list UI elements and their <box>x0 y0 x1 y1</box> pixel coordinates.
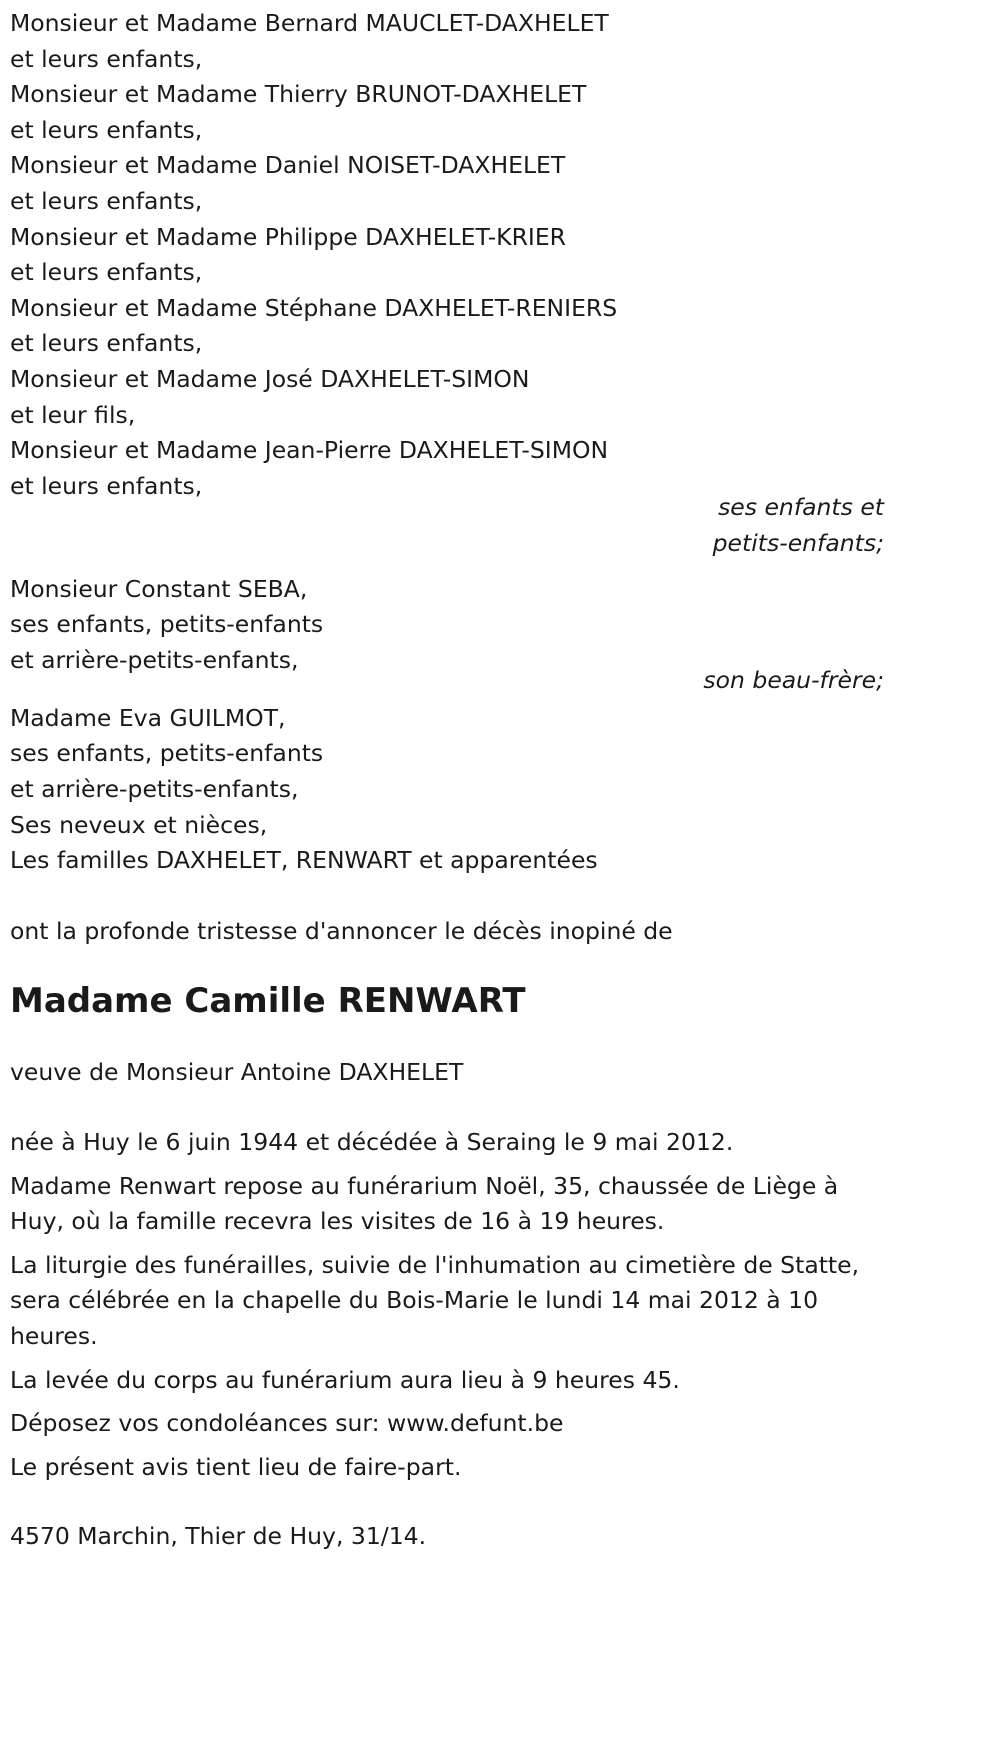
family-line: et leurs enfants, <box>10 186 203 215</box>
birth-death-text: née à Huy le 6 juin 1944 et décédée à Seraing le 9 mai 2012. <box>10 1128 734 1157</box>
family-line: Madame Eva GUILMOT, <box>10 703 286 732</box>
family-line: Monsieur et Madame Bernard MAUCLET-DAXHELET <box>10 9 609 37</box>
family-line: Monsieur et Madame Philippe DAXHELET-KRIER <box>10 222 567 251</box>
family-line: et arrière-petits-enfants, <box>10 645 299 674</box>
family-line: et leurs enfants, <box>10 329 203 358</box>
liturgy-text: La liturgie des funérailles, suivie de l'inhumation au cimetière de Statte, sera célébrée en la chapelle du Bois-Marie le lundi 14 mai 2012 à 10 heures. <box>10 1250 860 1350</box>
family-line: et leur fils, <box>10 400 136 429</box>
relation-note-brother-in-law: son beau-frère; <box>703 666 884 695</box>
family-line: Monsieur et Madame Jean-Pierre DAXHELET-SIMON <box>10 436 609 465</box>
family-line: Ses neveux et nièces, <box>10 810 268 839</box>
family-line: et leurs enfants, <box>10 44 203 73</box>
obituary-content <box>10 6 884 1555</box>
levee-text: La levée du corps au funérarium aura lieu à 9 heures 45. <box>10 1365 680 1394</box>
relation-note-line: ses enfants et <box>718 493 884 522</box>
address-text: 4570 Marchin, Thier de Huy, 31/14. <box>10 1522 427 1551</box>
deceased-name: Madame Camille RENWART <box>10 981 526 1022</box>
family-group-3 <box>10 701 884 879</box>
family-line: Monsieur Constant SEBA, <box>10 574 308 603</box>
family-line: Monsieur et Madame Stéphane DAXHELET-RENIERS <box>10 293 618 322</box>
family-line: et arrière-petits-enfants, <box>10 775 299 804</box>
condolences-text: Déposez vos condoléances sur: www.defunt.be <box>10 1409 564 1438</box>
family-line: Monsieur et Madame Daniel NOISET-DAXHELET <box>10 151 566 180</box>
family-line: ses enfants, petits-enfants <box>10 739 324 768</box>
family-line: Monsieur et Madame Thierry BRUNOT-DAXHELET <box>10 80 587 109</box>
relation-note-line: petits-enfants; <box>712 528 884 557</box>
announcement-text: ont la profonde tristesse d'annoncer le décès inopiné de <box>10 916 673 945</box>
visitation-text: Madame Renwart repose au funérarium Noël, 35, chaussée de Liège à Huy, où la famille recevra les visites de 16 à 19 heures. <box>10 1171 839 1236</box>
family-line: Monsieur et Madame José DAXHELET-SIMON <box>10 364 530 393</box>
widow-of-text: veuve de Monsieur Antoine DAXHELET <box>10 1058 464 1087</box>
notice-text: Le présent avis tient lieu de faire-part. <box>10 1452 462 1481</box>
family-group-1 <box>10 6 884 562</box>
family-line: Les familles DAXHELET, RENWART et apparentées <box>10 846 598 875</box>
family-group-2 <box>10 572 884 699</box>
family-line: ses enfants, petits-enfants <box>10 610 324 639</box>
family-line: et leurs enfants, <box>10 471 203 500</box>
family-line: et leurs enfants, <box>10 258 203 287</box>
family-line: et leurs enfants, <box>10 115 203 144</box>
